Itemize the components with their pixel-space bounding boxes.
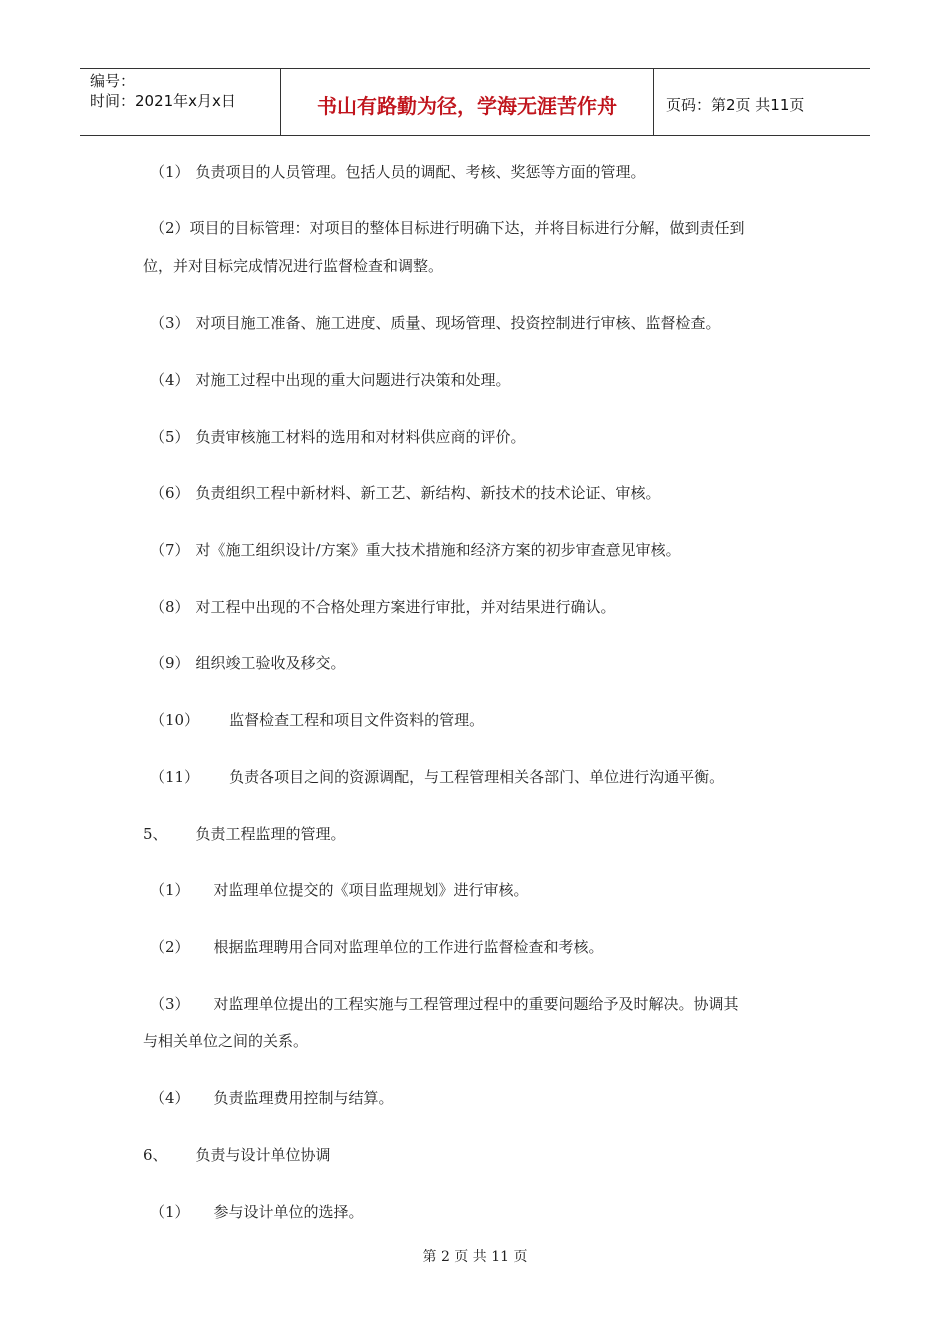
header-motto: 书山有路勤为径，学海无涯苦作舟 — [281, 69, 654, 135]
item-number: （1） — [150, 163, 190, 181]
item-text: 组织竣工验收及移交。 — [195, 654, 346, 672]
item-number: （1） — [150, 881, 190, 899]
list-item — [150, 880, 529, 900]
list-item: （2）项目的目标管理：对项目的整体目标进行明确下达，并将目标进行分解，做到责任到 — [150, 219, 745, 237]
list-item — [150, 1088, 394, 1108]
section-text: 负责工程监理的管理。 — [195, 825, 346, 843]
item-number: （7） — [150, 541, 190, 559]
list-item — [150, 1202, 364, 1222]
list-item — [150, 994, 739, 1014]
item-text: 对监理单位提出的工程实施与工程管理过程中的重要问题给予及时解决。协调其 — [213, 995, 739, 1013]
list-item-continuation: 位，并对目标完成情况进行监督检查和调整。 — [143, 257, 444, 275]
item-number: （6） — [150, 484, 190, 502]
list-item — [150, 162, 646, 182]
page-footer: 第 2 页 共 11 页 — [422, 1249, 528, 1265]
section-number: 6、 — [143, 1146, 168, 1164]
item-text: 对施工过程中出现的重大问题进行决策和处理。 — [195, 371, 511, 389]
list-item — [150, 483, 661, 503]
header-meta — [80, 69, 281, 135]
item-text: 对工程中出现的不合格处理方案进行审批，并对结果进行确认。 — [195, 598, 616, 616]
item-number: （11） — [150, 768, 200, 786]
item-number: （8） — [150, 598, 190, 616]
list-item — [150, 597, 616, 617]
item-text: 参与设计单位的选择。 — [213, 1203, 364, 1221]
item-number: （3） — [150, 314, 190, 332]
list-item — [150, 710, 484, 730]
section-text: 负责与设计单位协调 — [195, 1146, 331, 1164]
item-number: （3） — [150, 995, 190, 1013]
list-item — [150, 767, 724, 787]
item-text: 根据监理聘用合同对监理单位的工作进行监督检查和考核。 — [213, 938, 604, 956]
item-number: （9） — [150, 654, 190, 672]
item-text: 负责审核施工材料的选用和对材料供应商的评价。 — [195, 428, 526, 446]
item-text: 负责组织工程中新材料、新工艺、新结构、新技术的技术论证、审核。 — [195, 484, 661, 502]
item-number: （4） — [150, 371, 190, 389]
list-item — [150, 937, 604, 957]
item-text: 负责监理费用控制与结算。 — [213, 1089, 394, 1107]
item-number: （4） — [150, 1089, 190, 1107]
item-number: （5） — [150, 428, 190, 446]
list-item — [150, 427, 526, 447]
header-page-label: 页码：第2页 共11页 — [666, 95, 805, 114]
list-item-continuation: 与相关单位之间的关系。 — [143, 1032, 309, 1050]
list-item — [150, 370, 511, 390]
page-header — [80, 68, 870, 136]
list-item — [150, 540, 681, 560]
item-text: 负责项目的人员管理。包括人员的调配、考核、奖惩等方面的管理。 — [195, 163, 646, 181]
list-item — [150, 653, 346, 673]
section-number: 5、 — [143, 825, 168, 843]
item-text: 对项目施工准备、施工进度、质量、现场管理、投资控制进行审核、监督检查。 — [195, 314, 721, 332]
item-number: （2） — [150, 938, 190, 956]
item-number: （10） — [150, 711, 200, 729]
section-heading — [143, 1145, 331, 1165]
item-text: 对监理单位提交的《项目监理规划》进行审核。 — [213, 881, 529, 899]
item-text: 负责各项目之间的资源调配，与工程管理相关各部门、单位进行沟通平衡。 — [229, 768, 725, 786]
item-text: 监督检查工程和项目文件资料的管理。 — [229, 711, 485, 729]
item-text: 对《施工组织设计/方案》重大技术措施和经济方案的初步审查意见审核。 — [195, 541, 681, 559]
section-heading — [143, 824, 346, 844]
code-label: 编号： — [90, 72, 136, 90]
list-item — [150, 313, 721, 333]
time-label: 时间：2021年x月x日 — [90, 92, 236, 110]
item-number: （1） — [150, 1203, 190, 1221]
